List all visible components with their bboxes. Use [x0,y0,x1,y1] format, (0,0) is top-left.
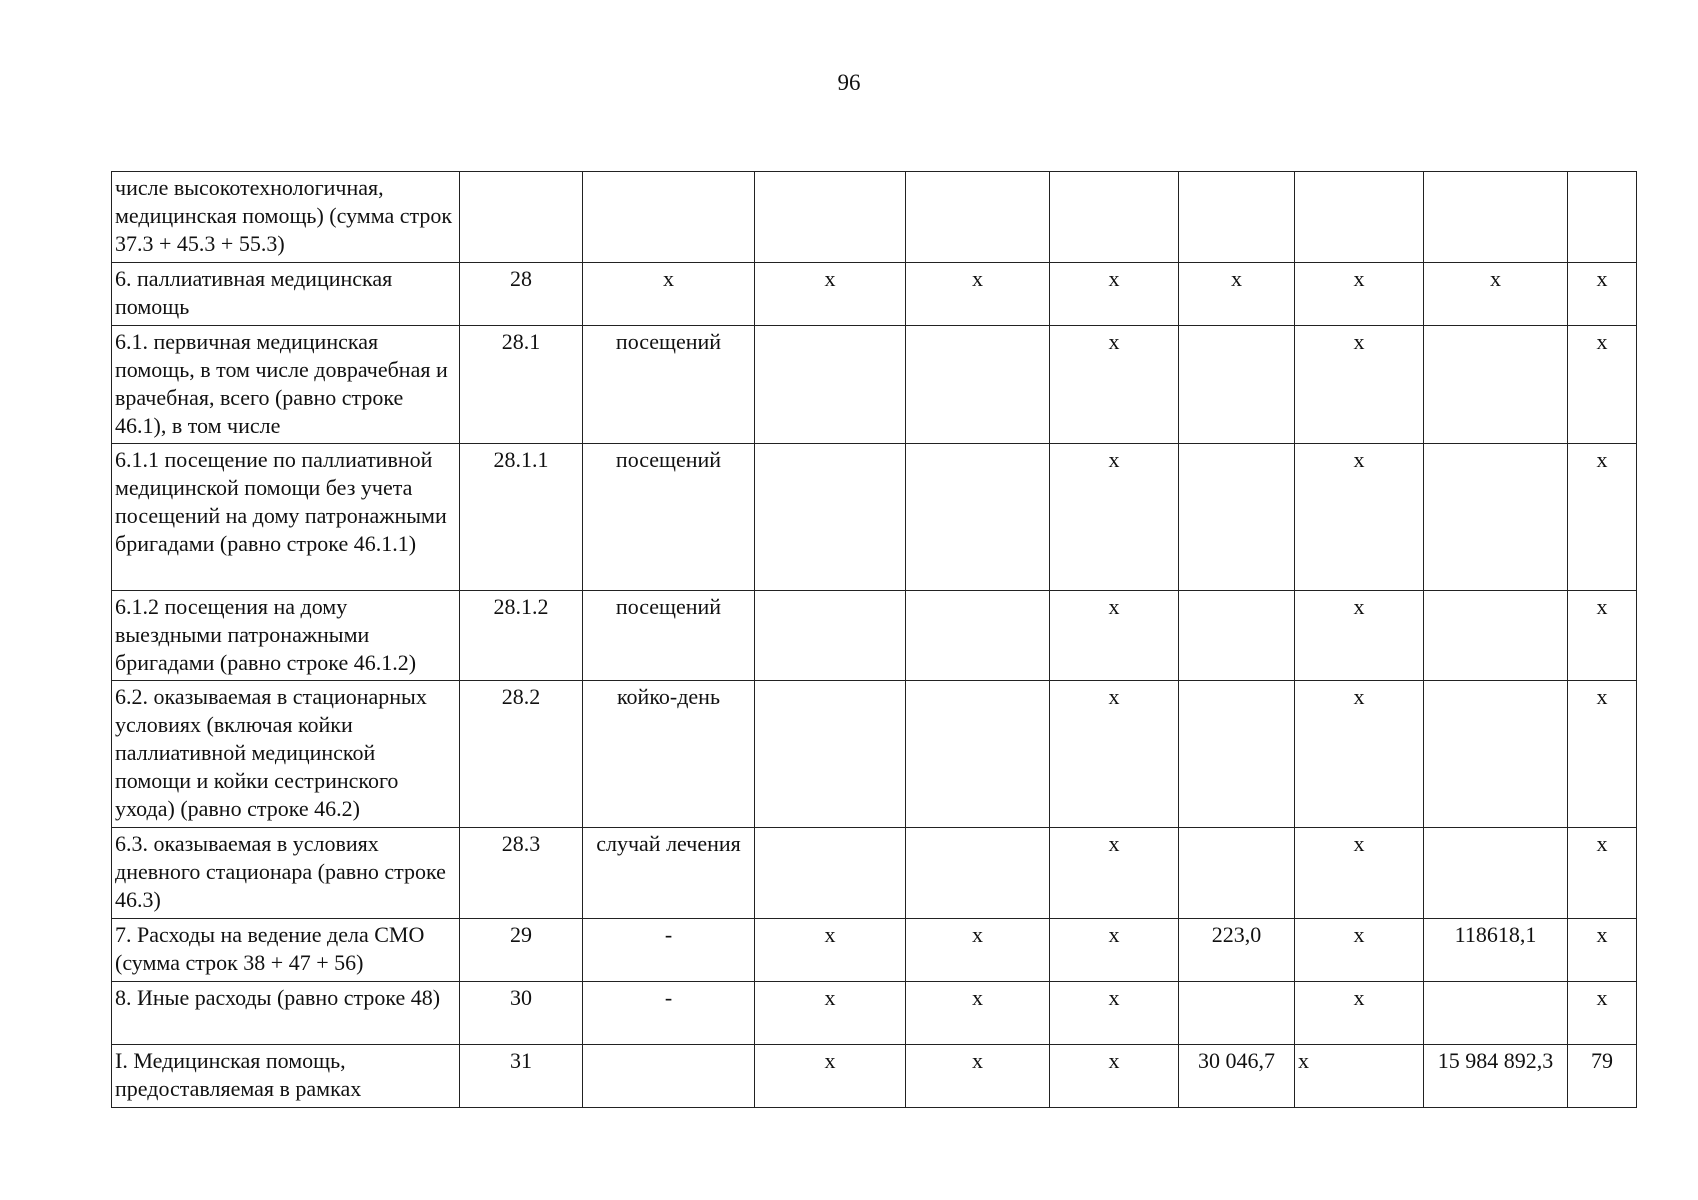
table-cell [1050,172,1179,263]
table-cell: x [1050,919,1179,982]
table-cell: x [1568,982,1637,1045]
table-row [112,172,1637,263]
unit-cell: посещений [583,326,755,444]
table-cell: x [1568,326,1637,444]
table-cell [1179,591,1295,681]
table-cell: x [1568,828,1637,919]
table-row [112,263,1637,326]
table-cell: x [906,263,1050,326]
table-cell [1295,172,1424,263]
row-label: числе высокотехнологичная, медицинская помощь) (сумма строк 37.3 + 45.3 + 55.3) [112,172,460,263]
table-cell: x [1050,444,1179,591]
table-cell: 15 984 892,3 [1424,1045,1568,1108]
table-cell: x [755,1045,906,1108]
row-label: 6.1.2 посещения на дому выездными патронажными бригадами (равно строке 46.1.2) [112,591,460,681]
row-code: 31 [460,1045,583,1108]
table-cell [1179,444,1295,591]
table-cell: x [1050,828,1179,919]
table-cell: x [1295,982,1424,1045]
table-cell: 223,0 [1179,919,1295,982]
table-row [112,591,1637,681]
row-label: 8. Иные расходы (равно строке 48) [112,982,460,1045]
data-table [111,171,1637,1108]
table-cell: x [1295,828,1424,919]
table-cell [906,444,1050,591]
row-code: 28.2 [460,681,583,828]
table-cell [1424,591,1568,681]
row-label: I. Медицинская помощь, предоставляемая в рамках [112,1045,460,1108]
unit-cell: x [583,263,755,326]
table-cell: x [906,982,1050,1045]
row-code: 28.1.2 [460,591,583,681]
table-cell [1179,681,1295,828]
table-cell [755,444,906,591]
table-cell: x [755,919,906,982]
table-cell: x [906,919,1050,982]
table-cell: x [1050,326,1179,444]
table-cell: 30 046,7 [1179,1045,1295,1108]
table-cell: x [755,982,906,1045]
table-cell [755,172,906,263]
row-code: 29 [460,919,583,982]
table-row [112,444,1637,591]
row-label: 6. паллиативная медицинская помощь [112,263,460,326]
table-cell [755,828,906,919]
table-cell [1424,444,1568,591]
unit-cell: - [583,919,755,982]
table-cell [1179,326,1295,444]
table-row [112,982,1637,1045]
row-code: 28 [460,263,583,326]
table-cell [1568,172,1637,263]
unit-cell: случай лечения [583,828,755,919]
table-cell: x [1568,591,1637,681]
table-cell: x [906,1045,1050,1108]
row-label: 7. Расходы на ведение дела СМО (сумма строк 38 + 47 + 56) [112,919,460,982]
row-code: 28.3 [460,828,583,919]
table-cell: x [1050,263,1179,326]
table-cell [755,326,906,444]
table-cell: x [1295,1045,1424,1108]
table-cell [1424,828,1568,919]
table-cell: x [1050,681,1179,828]
unit-cell: посещений [583,444,755,591]
table-cell: x [1179,263,1295,326]
table-cell [906,681,1050,828]
table-cell: x [1295,444,1424,591]
table-cell: x [1050,591,1179,681]
table-cell: x [755,263,906,326]
table-cell: x [1568,919,1637,982]
unit-cell: койко-день [583,681,755,828]
table-row [112,1045,1637,1108]
table-row [112,919,1637,982]
row-code: 30 [460,982,583,1045]
table-cell: 118618,1 [1424,919,1568,982]
table-cell [906,591,1050,681]
row-label: 6.1. первичная медицинская помощь, в том числе доврачебная и врачебная, всего (равно строке 46.1), в том числе [112,326,460,444]
table-cell [755,681,906,828]
table-row [112,828,1637,919]
row-code: 28.1 [460,326,583,444]
row-label: 6.1.1 посещение по паллиативной медицинской помощи без учета посещений на дому патронажными бригадами (равно строке 46.1.1) [112,444,460,591]
table-cell: x [1050,982,1179,1045]
table-cell: x [1568,263,1637,326]
page-number: 96 [837,70,861,95]
table-cell [1179,982,1295,1045]
table-cell [906,828,1050,919]
table-row [112,681,1637,828]
table-cell: x [1424,263,1568,326]
table-cell [906,326,1050,444]
table-cell: 79 [1568,1045,1637,1108]
unit-cell: - [583,982,755,1045]
table-cell: x [1295,263,1424,326]
table-cell: x [1295,326,1424,444]
table-cell [906,172,1050,263]
unit-cell: посещений [583,591,755,681]
table-cell: x [1295,591,1424,681]
table-cell [1424,326,1568,444]
table-cell [755,591,906,681]
table-cell: x [1295,919,1424,982]
table-cell: x [1568,681,1637,828]
row-label: 6.3. оказываемая в условиях дневного стационара (равно строке 46.3) [112,828,460,919]
row-code: 28.1.1 [460,444,583,591]
table-cell [1424,172,1568,263]
unit-cell [583,1045,755,1108]
row-label: 6.2. оказываемая в стационарных условиях (включая койки паллиативной медицинской помощи и койки сестринского ухода) (равно строке 46.2) [112,681,460,828]
table-cell [1179,828,1295,919]
row-code [460,172,583,263]
table-cell [1424,681,1568,828]
unit-cell [583,172,755,263]
table-cell: x [1568,444,1637,591]
table-cell: x [1295,681,1424,828]
table-cell: x [1050,1045,1179,1108]
table-cell [1179,172,1295,263]
table-cell [1424,982,1568,1045]
table-row [112,326,1637,444]
